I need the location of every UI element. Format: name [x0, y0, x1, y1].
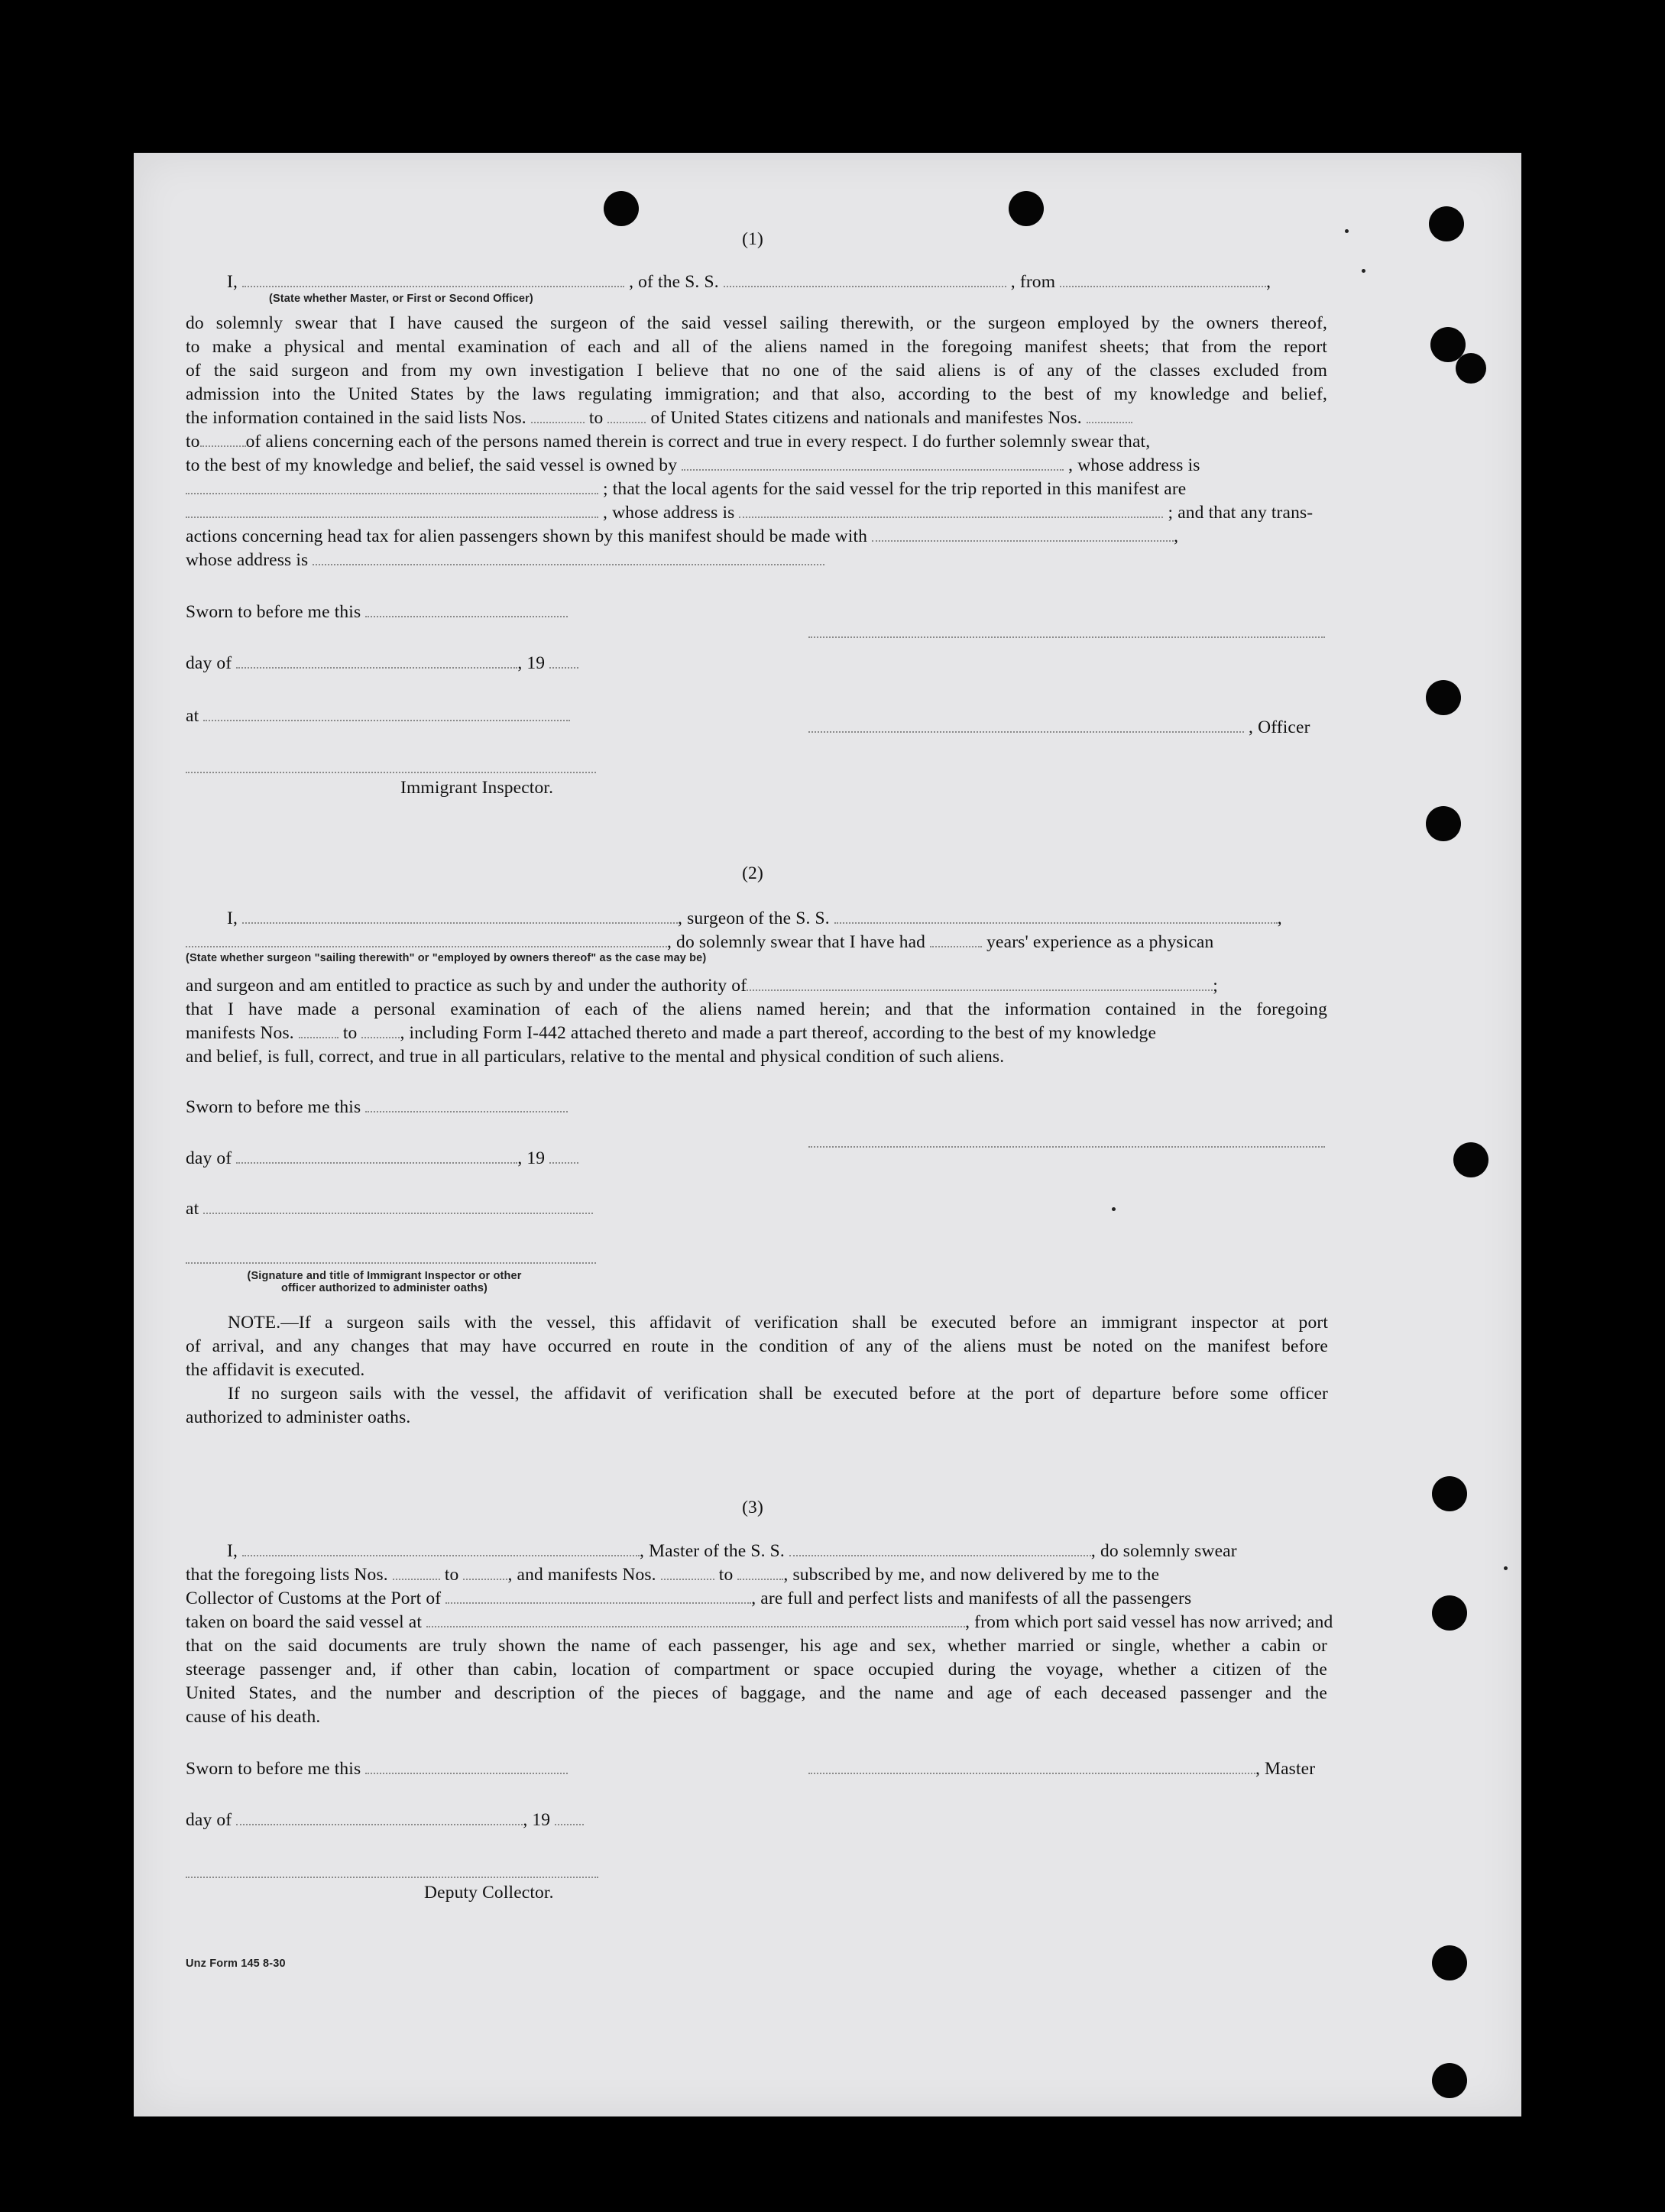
s3-sworn [186, 1757, 568, 1781]
s1-line11 [186, 549, 824, 572]
agents-blank[interactable] [186, 503, 598, 518]
punch-hole [1009, 191, 1044, 226]
place-blank[interactable] [203, 706, 570, 721]
s2-place-blank[interactable] [203, 1199, 593, 1214]
text: to [718, 1565, 734, 1585]
text: years' experience as a physican [986, 932, 1214, 952]
text: , Officer [1249, 717, 1310, 737]
s3-text-line: United States, and the number and description of the pieces of baggage, and the name and age of each deceased passenger and the [186, 1683, 1327, 1703]
text: to [342, 1023, 358, 1043]
text: that the foregoing lists Nos. [186, 1565, 388, 1585]
text: and surgeon and am entitled to practice as such by and under the authority of [186, 976, 747, 996]
s2-text-line: that I have made a personal examination of each of the aliens named herein; and that the information contained in the foregoing [186, 999, 1327, 1019]
lists-from-blank[interactable] [531, 408, 585, 423]
text: , from [1010, 272, 1056, 292]
port-blank[interactable] [445, 1589, 751, 1604]
s3-text-line: that on the said documents are truly shown the name of each passenger, his age and sex, whether married or single, whether a cabin or [186, 1636, 1327, 1656]
s1-inspector-label: Immigrant Inspector. [400, 778, 554, 798]
text: of aliens concerning each of the persons named therein is correct and true in every respect. I do further solemnly swear that, [245, 432, 1151, 452]
punch-hole [1426, 806, 1461, 841]
owner-blank[interactable] [682, 455, 1064, 471]
surgeon-status-blank[interactable] [186, 932, 667, 947]
punch-hole [604, 191, 639, 226]
text: , whose address is [1068, 455, 1200, 475]
s2-manifests-to-blank[interactable] [361, 1023, 400, 1038]
text: ; that the local agents for the said vessel for the trip reported in this manifest are [603, 479, 1187, 499]
s3-text-line: cause of his death. [186, 1707, 321, 1727]
s3-day-blank[interactable] [236, 1810, 523, 1825]
text: , Master [1255, 1759, 1316, 1779]
s1-day-of [186, 652, 578, 675]
punch-hole [1432, 2063, 1467, 2098]
text: , 19 [517, 653, 546, 673]
text: , subscribed by me, and now delivered by me to the [783, 1565, 1160, 1585]
manifests-from-blank[interactable] [1087, 408, 1132, 423]
s1-text-line: of the said surgeon and from my own investigation I believe that no one of the said aliens is of any of the classes excluded from [186, 361, 1327, 381]
text: , 19 [523, 1810, 551, 1830]
punch-hole [1453, 1142, 1488, 1177]
s3-line1 [227, 1540, 1237, 1563]
s2-text-line: and belief, is full, correct, and true in all particulars, relative to the mental and physical condition of such aliens. [186, 1047, 1005, 1067]
s3-vessel-blank[interactable] [789, 1541, 1091, 1556]
s2-sworn [186, 1096, 568, 1119]
sworn-date-blank[interactable] [365, 602, 568, 617]
note-line: NOTE.—If a surgeon sails with the vessel, this affidavit of verification shall be executed before an immigrant inspector at port [228, 1313, 1328, 1333]
s3-sworn-date-blank[interactable] [365, 1759, 568, 1774]
text: , including Form I-442 attached thereto and made a part thereof, according to the best of my knowledge [400, 1023, 1157, 1043]
text: , of the S. S. [629, 272, 719, 292]
deputy-signature-line[interactable] [186, 1877, 598, 1878]
text: I, [227, 272, 238, 292]
s2-line2 [186, 931, 1213, 954]
text: day of [186, 653, 232, 673]
s1-officer-line [808, 716, 1310, 740]
text: day of [186, 1810, 232, 1830]
text: to [186, 432, 200, 452]
lists-to-blank[interactable] [607, 408, 646, 423]
text: officer authorized to administer oaths) [280, 1282, 488, 1294]
head-tax-address-blank[interactable] [313, 550, 824, 565]
s1-sworn [186, 601, 568, 624]
s3-lists-to-blank[interactable] [463, 1565, 507, 1580]
text: the information contained in the said lists Nos. [186, 408, 526, 428]
signature-line[interactable] [808, 636, 1325, 638]
s3-text-line: steerage passenger and, if other than cabin, location of compartment or space occupied during the voyage, whether a citizen of the [186, 1660, 1327, 1679]
s2-sworn-date-blank[interactable] [365, 1097, 568, 1112]
ink-speck [1504, 1566, 1508, 1570]
note-line: authorized to administer oaths. [186, 1407, 411, 1427]
text: , from which port said vessel has now arrived; and [965, 1612, 1333, 1632]
s2-signature-note [186, 1270, 583, 1294]
note-line: the affidavit is executed. [186, 1360, 365, 1380]
text: , 19 [517, 1148, 546, 1168]
s2-manifests-from-blank[interactable] [299, 1023, 339, 1038]
officer-signature-blank[interactable] [808, 717, 1244, 733]
s2-surgeon-note: (State whether surgeon "sailing therewith" or "employed by owners thereof" as the case may be) [186, 952, 707, 964]
from-port-blank[interactable] [1060, 272, 1266, 287]
s3-year-blank[interactable] [555, 1810, 584, 1825]
s2-at [186, 1197, 593, 1221]
text: , [1174, 526, 1179, 546]
s1-text-line: do solemnly swear that I have caused the surgeon of the said vessel sailing therewith, or the surgeon employed by the owners thereof, [186, 313, 1327, 333]
s1-text-line: to make a physical and mental examination of each and all of the aliens named in the foregoing manifest sheets; that from the report [186, 337, 1327, 357]
section-number-1: (1) [742, 229, 763, 249]
text: (Signature and title of Immigrant Inspector or other [247, 1270, 522, 1282]
s3-manifests-to-blank[interactable] [737, 1565, 783, 1580]
s1-line1 [227, 270, 1271, 294]
s1-line9 [186, 501, 1313, 525]
s3-deputy-label: Deputy Collector. [424, 1883, 554, 1903]
manifests-to-blank[interactable] [200, 432, 246, 447]
text: , do solemnly swear that I have had [667, 932, 926, 952]
text: Collector of Customs at the Port of [186, 1589, 442, 1608]
year-blank[interactable] [549, 653, 578, 669]
agents-address-blank[interactable] [739, 503, 1163, 518]
s3-manifests-from-blank[interactable] [661, 1565, 714, 1580]
s2-inspector-signature-line[interactable] [186, 1262, 596, 1264]
s3-line3 [186, 1587, 1191, 1611]
punch-hole [1429, 206, 1464, 241]
s2-line5 [186, 1022, 1156, 1045]
note-line: If no surgeon sails with the vessel, the affidavit of verification shall be executed before at the port of departure before some officer [228, 1384, 1328, 1404]
s1-text-line: admission into the United States by the laws regulating immigration; and that also, according to the best of my knowledge and belief, [186, 384, 1327, 404]
s3-lists-from-blank[interactable] [393, 1565, 440, 1580]
text: Sworn to before me this [186, 1097, 361, 1117]
text: manifests Nos. [186, 1023, 294, 1043]
ink-speck [1112, 1207, 1116, 1211]
s1-officer-note: (State whether Master, or First or Second Officer) [269, 293, 533, 305]
s3-master-line [808, 1757, 1315, 1781]
years-blank[interactable] [930, 932, 982, 947]
authority-blank[interactable] [747, 976, 1213, 991]
s3-day-of [186, 1809, 584, 1832]
taken-on-board-blank[interactable] [426, 1612, 965, 1627]
owner-address-blank[interactable] [186, 479, 598, 494]
inspector-signature-line[interactable] [186, 772, 596, 773]
vessel-name-blank[interactable] [724, 272, 1006, 287]
text: ; [1213, 976, 1218, 996]
s2-year-blank[interactable] [549, 1148, 578, 1164]
section-number-2: (2) [742, 863, 763, 883]
master-name-blank[interactable] [242, 272, 624, 287]
s2-line1 [227, 907, 1282, 931]
s1-line6 [186, 430, 1150, 454]
text: day of [186, 1148, 232, 1168]
s3-line2 [186, 1563, 1159, 1587]
text: to [444, 1565, 459, 1585]
s3-line4 [186, 1611, 1333, 1634]
text: , [1266, 272, 1271, 292]
s1-at [186, 704, 570, 728]
text: I, [227, 908, 238, 928]
text: , and manifests Nos. [507, 1565, 656, 1585]
s1-line10 [186, 525, 1178, 549]
s1-line8 [186, 478, 1186, 501]
master-signature-blank[interactable] [808, 1759, 1255, 1774]
text: , are full and perfect lists and manifests of all the passengers [751, 1589, 1192, 1608]
text: , Master of the S. S. [640, 1541, 785, 1561]
punch-hole [1426, 680, 1461, 715]
punch-hole [1432, 1595, 1467, 1631]
text: at [186, 706, 199, 726]
ink-speck [1362, 269, 1365, 273]
text: ; and that any trans- [1168, 503, 1314, 523]
head-tax-blank[interactable] [872, 526, 1174, 542]
note-line: of arrival, and any changes that may have occurred en route in the condition of any of the aliens must be noted on the manifest before [186, 1336, 1328, 1356]
s2-day-blank[interactable] [236, 1148, 517, 1164]
s1-line5 [186, 406, 1132, 430]
text: taken on board the said vessel at [186, 1612, 423, 1632]
section-number-3: (3) [742, 1498, 763, 1517]
text: , [1277, 908, 1282, 928]
surgeon-name-blank[interactable] [242, 908, 678, 924]
text: of United States citizens and nationals and manifestes Nos. [650, 408, 1082, 428]
text: I, [227, 1541, 238, 1561]
text: actions concerning head tax for alien passengers shown by this manifest should be made with [186, 526, 868, 546]
form-id: Unz Form 145 8-30 [186, 1958, 286, 1970]
punch-hole [1456, 353, 1486, 384]
s2-vessel-blank[interactable] [834, 908, 1278, 924]
text: to the best of my knowledge and belief, the said vessel is owned by [186, 455, 678, 475]
s2-line3 [186, 974, 1218, 998]
punch-hole [1432, 1945, 1467, 1980]
text: , surgeon of the S. S. [678, 908, 830, 928]
text: , do solemnly swear [1090, 1541, 1237, 1561]
text: at [186, 1199, 199, 1219]
s3-master-name-blank[interactable] [242, 1541, 640, 1556]
text: whose address is [186, 550, 309, 570]
s2-day-of [186, 1147, 578, 1171]
surgeon-signature-line[interactable] [808, 1146, 1325, 1148]
text: , whose address is [603, 503, 735, 523]
punch-hole [1432, 1476, 1467, 1511]
ink-speck [1345, 229, 1349, 233]
s1-line7 [186, 454, 1200, 478]
day-blank[interactable] [236, 653, 517, 669]
text: Sworn to before me this [186, 1759, 361, 1779]
text: to [588, 408, 604, 428]
text: Sworn to before me this [186, 602, 361, 622]
